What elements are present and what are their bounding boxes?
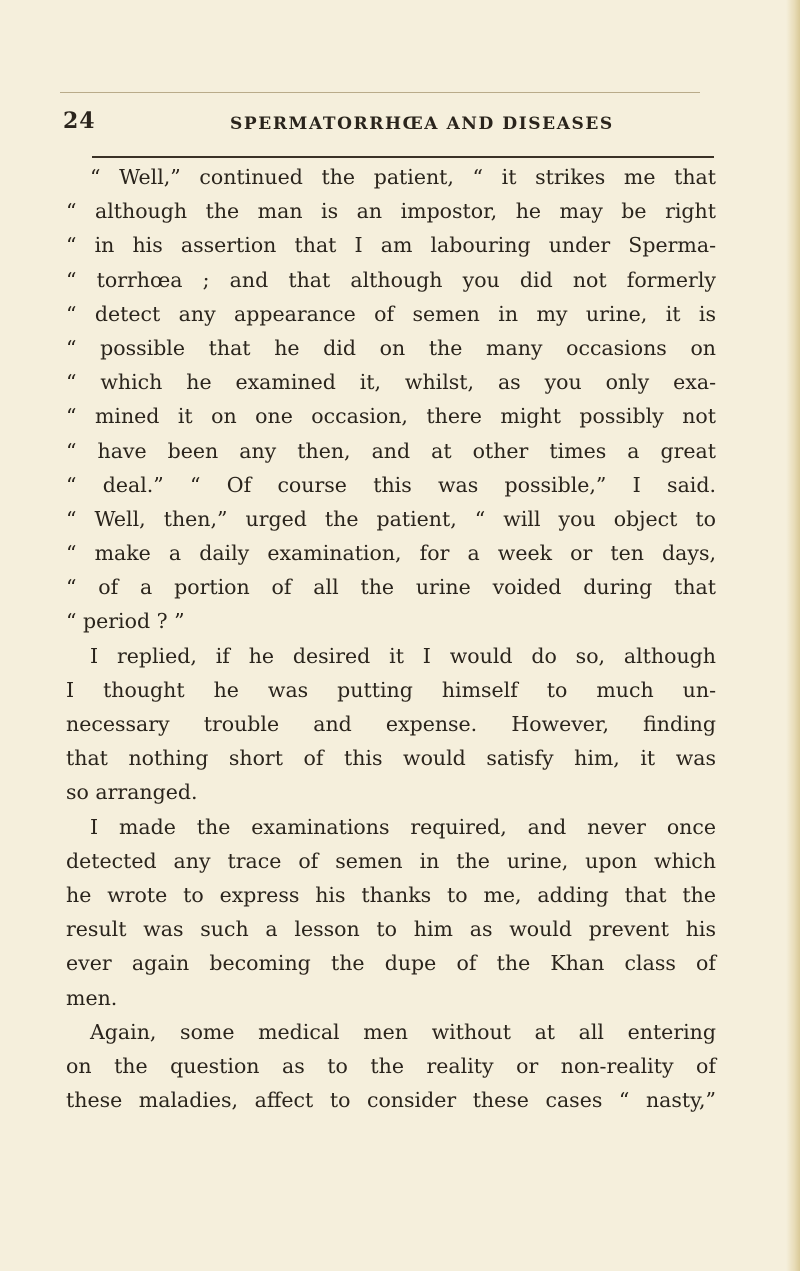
text-line: “ have been any then, and at other times a great [66, 438, 716, 463]
text-line: I made the examinations required, and never once [90, 814, 716, 839]
text-line: on the question as to the reality or non-reality of [66, 1053, 716, 1078]
text-line: “ Well, then,” urged the patient, “ will you object to [66, 506, 716, 531]
text-line: necessary trouble and expense. However, finding [66, 712, 716, 736]
text-line: that nothing short of this would satisfy him, it was [66, 746, 716, 771]
text-line: Again, some medical men without at all entering [90, 1019, 716, 1044]
text-line: men. [66, 985, 118, 1010]
text-line: “ deal.” “ Of course this was possible,” I said. [66, 472, 716, 497]
text-line: “ mined it on one occasion, there might possibly not [66, 404, 716, 429]
text-line: “ which he examined it, whilst, as you only exa- [66, 370, 716, 395]
top-rule [60, 92, 700, 93]
text-line: these maladies, affect to consider these cases “ nasty,” [66, 1088, 716, 1113]
text-line: “ possible that he did on the many occasions on [66, 335, 716, 360]
text-line: “ Well,” continued the patient, “ it strikes me that [90, 165, 716, 189]
text-line: “ make a daily examination, for a week or ten days, [66, 541, 716, 566]
text-line: I replied, if he desired it I would do so, although [90, 643, 716, 668]
running-title: SPERMATORRHŒA AND DISEASES [230, 114, 614, 134]
text-line: “ period ? ” [66, 609, 185, 634]
body-text [66, 160, 716, 1117]
text-line: detected any trace of semen in the urine, upon which [66, 848, 716, 873]
text-line: ever again becoming the dupe of the Khan class of [66, 951, 716, 976]
page-edge [786, 0, 800, 1271]
text-line: “ although the man is an impostor, he may be right [66, 199, 716, 224]
text-line: so arranged. [66, 780, 198, 805]
text-line: “ in his assertion that I am labouring under Sperma- [66, 233, 716, 258]
text-line: “ of a portion of all the urine voided during that [66, 575, 716, 600]
text-line: I thought he was putting himself to much un- [66, 677, 716, 702]
text-line: “ detect any appearance of semen in my urine, it is [66, 301, 716, 326]
text-line: “ torrhœa ; and that although you did not formerly [66, 267, 716, 292]
text-line: he wrote to express his thanks to me, adding that the [66, 882, 716, 907]
text-line: result was such a lesson to him as would prevent his [66, 917, 716, 942]
header-rule [92, 156, 714, 158]
page-number: 24 [63, 108, 96, 134]
